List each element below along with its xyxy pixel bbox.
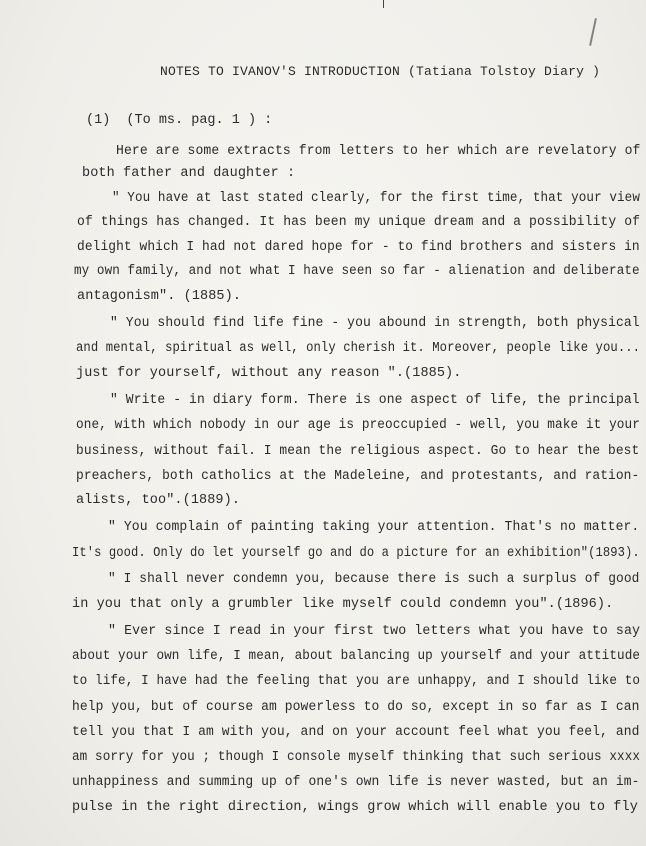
note-reference bbox=[86, 113, 272, 128]
text-line: tell you that I am with you, and on your account feel what you feel, and bbox=[72, 725, 640, 740]
text-line: about your own life, I mean, about balancing up yourself and your attitude bbox=[72, 649, 641, 664]
text-line: " You should find life fine - you abound in strength, both physical bbox=[110, 316, 640, 331]
text-line: " I shall never condemn you, because there is such a surplus of good bbox=[108, 572, 640, 587]
text-line: " Write - in diary form. There is one aspect of life, the principal bbox=[110, 393, 640, 408]
text-line: one, with which nobody in our age is preoccupied - well, you make it your bbox=[76, 418, 640, 433]
text-line: am sorry for you ; though I console myself thinking that such serious xxxx bbox=[72, 750, 641, 765]
text-line: It's good. Only do let yourself go and do a picture for an exhibition"(1893). bbox=[72, 546, 640, 561]
text-line: help you, but of course am powerless to do so, except in so far as I can bbox=[72, 700, 640, 715]
text-line: unhappiness and summing up of one's own life is never wasted, but an im- bbox=[72, 775, 640, 790]
text-line: Here are some extracts from letters to her which are revelatory of bbox=[116, 144, 641, 159]
text-line: antagonism". (1885). bbox=[77, 289, 242, 304]
pen-stroke-mark bbox=[589, 18, 597, 46]
text-line: of things has changed. It has been my unique dream and a possibility of bbox=[77, 215, 641, 230]
text-line: to life, I have had the feeling that you are unhappy, and I should like to bbox=[72, 674, 641, 689]
text-line: my own family, and not what I have seen so far - alienation and deliberate bbox=[74, 264, 640, 279]
text-line: and mental, spiritual as well, only cherish it. Moreover, people like you... bbox=[76, 341, 641, 356]
text-line: alists, too".(1889). bbox=[76, 493, 241, 508]
text-line: just for yourself, without any reason ".(1885). bbox=[76, 366, 462, 381]
text-line: both father and daughter : bbox=[82, 166, 296, 181]
page-title: NOTES TO IVANOV'S INTRODUCTION (Tatiana Tolstoy Diary ) bbox=[160, 64, 601, 79]
text-line: business, without fail. I mean the religious aspect. Go to hear the best bbox=[76, 444, 640, 459]
note-ref-text: (To ms. pag. 1 ) : bbox=[126, 113, 273, 128]
paper-mark bbox=[383, 0, 384, 8]
text-line: " You complain of painting taking your attention. That's no matter. bbox=[108, 520, 640, 535]
text-line: " Ever since I read in your first two letters what you have to say bbox=[108, 624, 641, 639]
text-line: in you that only a grumbler like myself could condemn you".(1896). bbox=[72, 597, 614, 612]
text-line: preachers, both catholics at the Madeleine, and protestants, and ration- bbox=[76, 469, 640, 484]
text-line: delight which I had not dared hope for - to find brothers and sisters in bbox=[77, 240, 640, 255]
note-number: (1) bbox=[86, 113, 111, 128]
text-line: " You have at last stated clearly, for the first time, that your view bbox=[112, 191, 640, 206]
text-line: pulse in the right direction, wings grow which will enable you to fly bbox=[72, 800, 638, 815]
